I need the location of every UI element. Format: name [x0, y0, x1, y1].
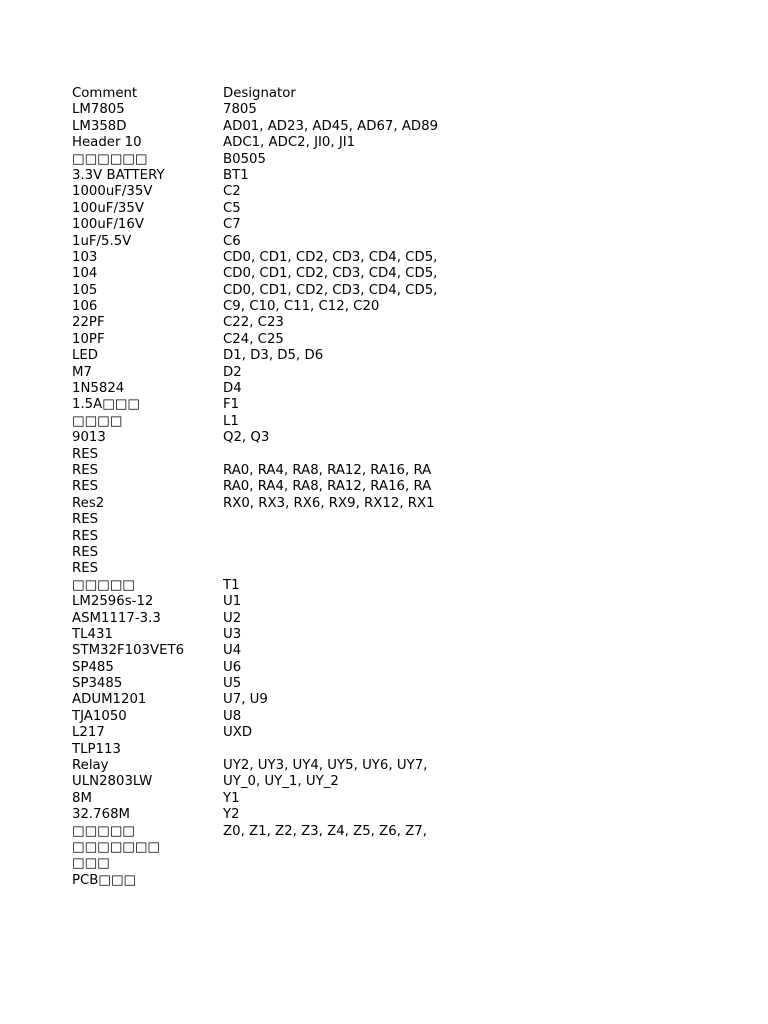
- comment-cell: □□□□: [72, 413, 123, 429]
- designator-cell: B0505: [223, 151, 266, 167]
- comment-cell: RES: [72, 446, 99, 462]
- comment-cell: RES: [72, 561, 99, 577]
- designator-cell: T1: [223, 577, 240, 593]
- comment-cell: 100uF/35V: [72, 200, 144, 216]
- designator-cell: RA0, RA4, RA8, RA12, RA16, RA: [223, 462, 432, 478]
- table-row: [72, 824, 448, 840]
- comment-cell: 10PF: [72, 331, 105, 347]
- designator-cell: F1: [223, 397, 240, 413]
- comment-cell: TJA1050: [72, 708, 127, 724]
- table-row: [72, 119, 448, 135]
- comment-cell: TL431: [72, 626, 113, 642]
- table-row: [72, 856, 448, 872]
- table-row: [72, 234, 448, 250]
- table-row: [72, 676, 448, 692]
- comment-cell: 8M: [72, 790, 92, 806]
- designator-cell: D4: [223, 381, 242, 397]
- comment-cell: LM7805: [72, 102, 125, 118]
- table-row: [72, 774, 448, 790]
- comment-cell: □□□: [72, 856, 110, 872]
- designator-cell: [223, 873, 448, 889]
- designator-cell: Y2: [223, 807, 240, 823]
- table-row: [72, 742, 448, 758]
- table-row: [72, 561, 448, 577]
- comment-cell: 1N5824: [72, 381, 125, 397]
- table-row: [72, 365, 448, 381]
- comment-cell: 100uF/16V: [72, 217, 144, 233]
- table-row: [72, 873, 448, 889]
- designator-cell: U4: [223, 643, 242, 659]
- designator-cell: Y1: [223, 790, 240, 806]
- table-row: [72, 611, 448, 627]
- comment-cell: 9013: [72, 430, 106, 446]
- designator-cell: UXD: [223, 725, 253, 741]
- table-row: [72, 348, 448, 364]
- comment-cell: □□□□□□□: [72, 839, 160, 855]
- comment-cell: Res2: [72, 495, 105, 511]
- comment-cell: SP3485: [72, 676, 123, 692]
- comment-cell: 1000uF/35V: [72, 184, 153, 200]
- table-row: [72, 545, 448, 561]
- table-row: [72, 332, 448, 348]
- comment-cell: 103: [72, 249, 98, 265]
- comment-cell: LED: [72, 348, 99, 364]
- comment-cell: RES: [72, 462, 99, 478]
- designator-cell: UY2, UY3, UY4, UY5, UY6, UY7,: [223, 758, 428, 774]
- designator-cell: U3: [223, 626, 242, 642]
- table-row: [72, 463, 448, 479]
- table-row: [72, 430, 448, 446]
- designator-cell: C9, C10, C11, C12, C20: [223, 299, 380, 315]
- comment-cell: L217: [72, 725, 105, 741]
- designator-cell: BT1: [223, 167, 249, 183]
- table-row: [72, 529, 448, 545]
- table-row: [72, 414, 448, 430]
- designator-cell: ADC1, ADC2, JI0, JI1: [223, 135, 356, 151]
- designator-cell: U7, U9: [223, 692, 268, 708]
- designator-cell: U2: [223, 610, 242, 626]
- designator-column-header: Designator: [223, 86, 296, 101]
- comment-cell: SP485: [72, 659, 114, 675]
- table-header-row: [72, 86, 448, 102]
- comment-cell: 32.768M: [72, 807, 130, 823]
- table-row: [72, 168, 448, 184]
- bom-table: [72, 86, 448, 889]
- designator-cell: CD0, CD1, CD2, CD3, CD4, CD5,: [223, 282, 438, 298]
- designator-cell: AD01, AD23, AD45, AD67, AD89: [223, 118, 439, 134]
- comment-cell: ASM1117-3.3: [72, 610, 161, 626]
- designator-cell: [223, 447, 448, 463]
- table-row: [72, 791, 448, 807]
- table-row: [72, 840, 448, 856]
- comment-cell: STM32F103VET6: [72, 643, 185, 659]
- comment-cell: RES: [72, 544, 99, 560]
- designator-cell: RX0, RX3, RX6, RX9, RX12, RX1: [223, 495, 435, 511]
- comment-cell: ULN2803LW: [72, 774, 153, 790]
- designator-cell: [223, 512, 448, 528]
- comment-cell: □□□□□□: [72, 151, 148, 167]
- table-row: [72, 594, 448, 610]
- designator-cell: C2: [223, 184, 241, 200]
- designator-cell: CD0, CD1, CD2, CD3, CD4, CD5,: [223, 266, 438, 282]
- comment-cell: RES: [72, 528, 99, 544]
- table-row: [72, 643, 448, 659]
- table-row: [72, 135, 448, 151]
- table-row: [72, 381, 448, 397]
- table-row: [72, 315, 448, 331]
- comment-cell: LM2596s-12: [72, 594, 154, 610]
- designator-cell: U5: [223, 676, 242, 692]
- designator-cell: [223, 742, 448, 758]
- designator-cell: Z0, Z1, Z2, Z3, Z4, Z5, Z6, Z7,: [223, 823, 427, 839]
- designator-cell: U1: [223, 594, 242, 610]
- designator-cell: [223, 561, 448, 577]
- comment-cell: 1.5A□□□: [72, 397, 140, 413]
- designator-cell: C24, C25: [223, 331, 284, 347]
- designator-cell: C5: [223, 200, 241, 216]
- designator-cell: C22, C23: [223, 315, 284, 331]
- table-row: [72, 102, 448, 118]
- table-row: [72, 283, 448, 299]
- table-row: [72, 447, 448, 463]
- comment-cell: RES: [72, 479, 99, 495]
- comment-cell: ADUM1201: [72, 692, 147, 708]
- table-row: [72, 758, 448, 774]
- comment-cell: RES: [72, 512, 99, 528]
- comment-cell: 105: [72, 282, 98, 298]
- table-row: [72, 660, 448, 676]
- designator-cell: C6: [223, 233, 241, 249]
- table-row: [72, 299, 448, 315]
- comment-cell: 106: [72, 299, 98, 315]
- table-body: [72, 102, 448, 889]
- table-row: [72, 627, 448, 643]
- table-row: [72, 692, 448, 708]
- designator-cell: U6: [223, 659, 242, 675]
- comment-cell: 1uF/5.5V: [72, 233, 132, 249]
- designator-cell: C7: [223, 217, 241, 233]
- comment-cell: Header 10: [72, 135, 142, 151]
- comment-column-header: Comment: [72, 86, 138, 101]
- designator-cell: CD0, CD1, CD2, CD3, CD4, CD5,: [223, 249, 438, 265]
- designator-cell: [223, 529, 448, 545]
- designator-cell: UY_0, UY_1, UY_2: [223, 774, 339, 790]
- comment-cell: □□□□□: [72, 577, 135, 593]
- table-row: [72, 725, 448, 741]
- designator-cell: 7805: [223, 102, 257, 118]
- comment-cell: 3.3V BATTERY: [72, 167, 165, 183]
- designator-cell: [223, 840, 448, 856]
- table-row: [72, 250, 448, 266]
- table-row: [72, 479, 448, 495]
- table-row: [72, 512, 448, 528]
- designator-cell: RA0, RA4, RA8, RA12, RA16, RA: [223, 479, 432, 495]
- designator-cell: U8: [223, 708, 242, 724]
- table-row: [72, 266, 448, 282]
- designator-cell: L1: [223, 413, 239, 429]
- table-row: [72, 709, 448, 725]
- table-row: [72, 152, 448, 168]
- table-row: [72, 201, 448, 217]
- comment-cell: 104: [72, 266, 98, 282]
- designator-cell: D2: [223, 364, 242, 380]
- designator-cell: D1, D3, D5, D6: [223, 348, 324, 364]
- table-row: [72, 578, 448, 594]
- comment-cell: M7: [72, 364, 92, 380]
- table-row: [72, 397, 448, 413]
- table-row: [72, 807, 448, 823]
- designator-cell: [223, 545, 448, 561]
- table-row: [72, 496, 448, 512]
- comment-cell: 22PF: [72, 315, 105, 331]
- comment-cell: PCB□□□: [72, 872, 137, 888]
- comment-cell: Relay: [72, 758, 109, 774]
- table-row: [72, 184, 448, 200]
- comment-cell: TLP113: [72, 741, 121, 757]
- designator-cell: [223, 856, 448, 872]
- designator-cell: Q2, Q3: [223, 430, 270, 446]
- comment-cell: LM358D: [72, 118, 127, 134]
- table-row: [72, 217, 448, 233]
- comment-cell: □□□□□: [72, 823, 135, 839]
